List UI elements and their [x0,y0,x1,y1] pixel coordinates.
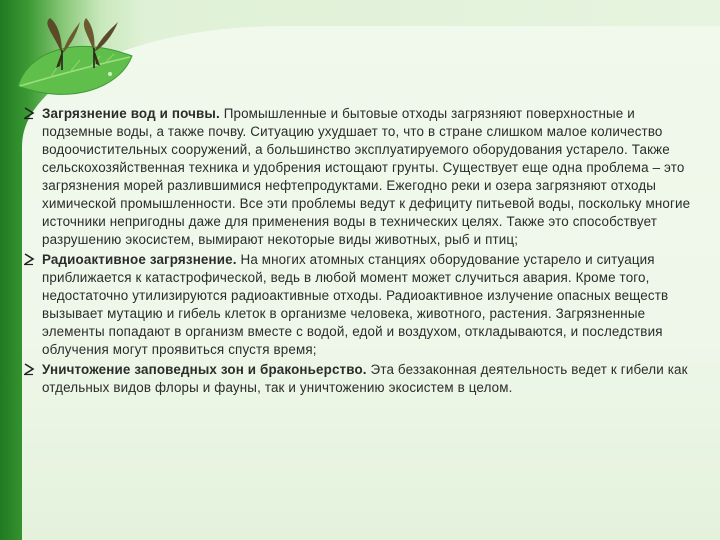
arrow-bullet-icon [22,362,36,376]
list-item [22,105,702,249]
arrow-bullet-icon [22,252,36,266]
leaf-butterflies-illustration [10,8,140,108]
item-text: Промышленные и бытовые отходы загрязняют поверхностные и подземные воды, а также почву. Ситуацию ухудшает то, что в стране слишком малое количество водоочистительных сооружений, а большинство эксплуатируемого оборудования устарело. Также сельскохозяйственная техника и удобрения истощают грунты. Существует еще одна проблема – это загрязнения морей разлившимися нефтепродуктами. Ежегодно реки и озера загрязняют отходы химической промышленности. Все эти проблемы ведут к дефициту питьевой воды, поскольку многие источники непригодны даже для применения воды в технических целях. Также это способствует разрушению экосистем, вымирают некоторые виды животных, рыб и птиц; [42,106,691,247]
arrow-bullet-icon [22,106,36,120]
item-title: Уничтожение заповедных зон и браконьерство. [42,362,367,377]
item-title: Радиоактивное загрязнение. [42,252,237,267]
list-item [22,361,702,397]
bullet-list [22,105,702,397]
list-item [22,251,702,359]
item-text: На многих атомных станциях оборудование устарело и ситуация приближается к катастрофической, ведь в любой момент может случиться авария. Кроме того, недостаточно утилизируются радиоактивные отходы. Радиоактивное излучение опасных веществ вызывает мутацию и гибель клеток в организме человека, животного, растения. Загрязненные элементы попадают в организм вместе с водой, едой и воздухом, откладываются, и последствия облучения могут проявиться спустя время; [42,252,669,357]
item-text: Эта беззаконная деятельность ведет к гибели как отдельных видов флоры и фауны, так и уничтожению экосистем в целом. [42,362,688,395]
item-title: Загрязнение вод и почвы. [42,106,220,121]
